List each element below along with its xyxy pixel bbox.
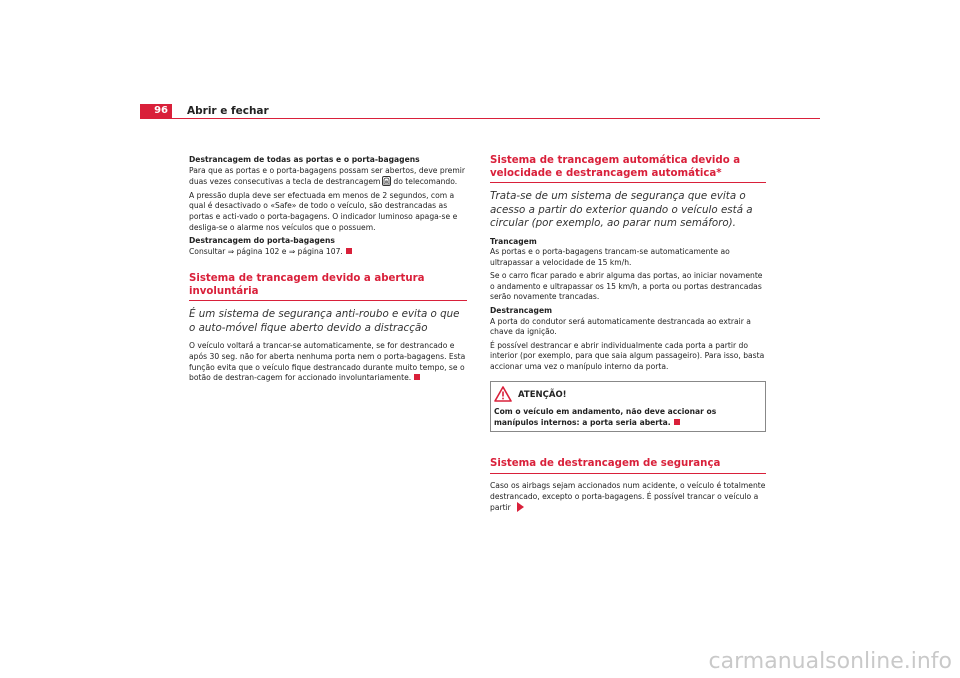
speed-section-title: Sistema de trancagem automática devido a velocidade e destrancagem automática* <box>490 155 741 179</box>
unlock-trunk-text[interactable]: Consultar ⇒ página 102 e ⇒ página 107. <box>189 246 343 256</box>
unlock-key-icon <box>382 176 391 186</box>
unlock-trunk-heading: Destrancagem do porta-bagagens <box>189 236 335 246</box>
warning-title: ATENÇÃO! <box>518 390 567 401</box>
involuntary-section-title: Sistema de trancagem devido a abertura involuntária <box>189 273 425 297</box>
section-end-icon <box>346 248 352 254</box>
section-end-icon <box>674 419 680 425</box>
warning-paragraph <box>494 407 762 428</box>
double-press-paragraph: A pressão dupla deve ser efectuada em menos de 2 segundos, com a qual é desactivado o «Safe» de todo o veículo, são destrancadas as portas e acti-vado o porta-bagagens. O indicador luminoso apaga-se e desliga-se o alarme nos veículos que o possuem. <box>189 190 458 232</box>
section-divider <box>490 473 766 474</box>
left-column <box>189 155 467 387</box>
page-header-title: Abrir e fechar <box>187 105 269 117</box>
locking-paragraph-2: Se o carro ficar parado e abrir alguma das portas, ao iniciar novamente o andamento e ultrapassar os 15 km/h, a porta ou portas destrancadas serão novamente trancadas. <box>490 271 763 302</box>
unlock-trunk-paragraph <box>189 247 467 258</box>
unlock-all-heading: Destrancagem de todas as portas e o porta-bagagens <box>189 155 420 164</box>
safety-section-title: Sistema de destrancagem de segurança <box>490 458 721 470</box>
unlocking-paragraph-2: É possível destrancar e abrir individualmente cada porta a partir do interior (por exemplo, para que saia algum passageiro). Para isso, basta accionar uma vez o manípulo interno da porta. <box>490 340 765 372</box>
safety-paragraph <box>490 481 766 514</box>
unlock-all-text-end: do telecomando. <box>393 177 458 187</box>
involuntary-text: O veículo voltará a trancar-se automaticamente, se for destrancado e após 30 seg. não for aberta nenhuma porta nem o porta-bagagens. Esta função evita que o veículo fique destrancado durante muito tempo, se o botão de destran-cagem for accionado involuntariamente. <box>189 341 466 383</box>
unlocking-paragraph-1: A porta do condutor será automaticamente destrancada ao extrair a chave da ignição. <box>490 316 751 337</box>
unlock-all-paragraph <box>189 166 467 188</box>
section-end-icon <box>414 374 420 380</box>
locking-paragraph-1: As portas e o porta-bagagens trancam-se automaticamente ao ultrapassar a velocidade de 15 km/h. <box>490 247 730 267</box>
continue-arrow-icon <box>517 502 524 512</box>
warning-triangle-icon <box>494 386 512 406</box>
warning-box <box>490 381 766 433</box>
section-divider <box>189 300 467 301</box>
header-divider <box>140 118 820 119</box>
unlocking-heading: Destrancagem <box>490 306 553 316</box>
safety-text: Caso os airbags sejam accionados num acidente, o veículo é totalmente destrancado, excepto o porta-bagagens. É possível trancar o veículo a partir <box>490 480 766 513</box>
watermark: carmanualsonline.info <box>708 649 952 674</box>
page-number: 96 <box>140 104 172 118</box>
involuntary-intro: É um sistema de segurança anti-roubo e evita o que o auto-móvel fique aberto devido a distracção <box>189 308 460 334</box>
unlock-all-text: Para que as portas e o porta-bagagens possam ser abertos, deve premir duas vezes consecutivas a tecla de destrancagem <box>189 165 465 187</box>
right-column <box>490 155 766 517</box>
warning-header <box>494 386 762 406</box>
speed-intro: Trata-se de um sistema de segurança que evita o acesso a partir do exterior quando o veículo está a circular (por exemplo, ao parar num semáforo). <box>490 190 753 229</box>
involuntary-paragraph <box>189 341 467 383</box>
section-divider <box>490 182 766 183</box>
warning-text: Com o veículo em andamento, não deve accionar os manípulos internos: a porta seria aberta. <box>494 407 717 427</box>
locking-heading: Trancagem <box>490 236 537 246</box>
